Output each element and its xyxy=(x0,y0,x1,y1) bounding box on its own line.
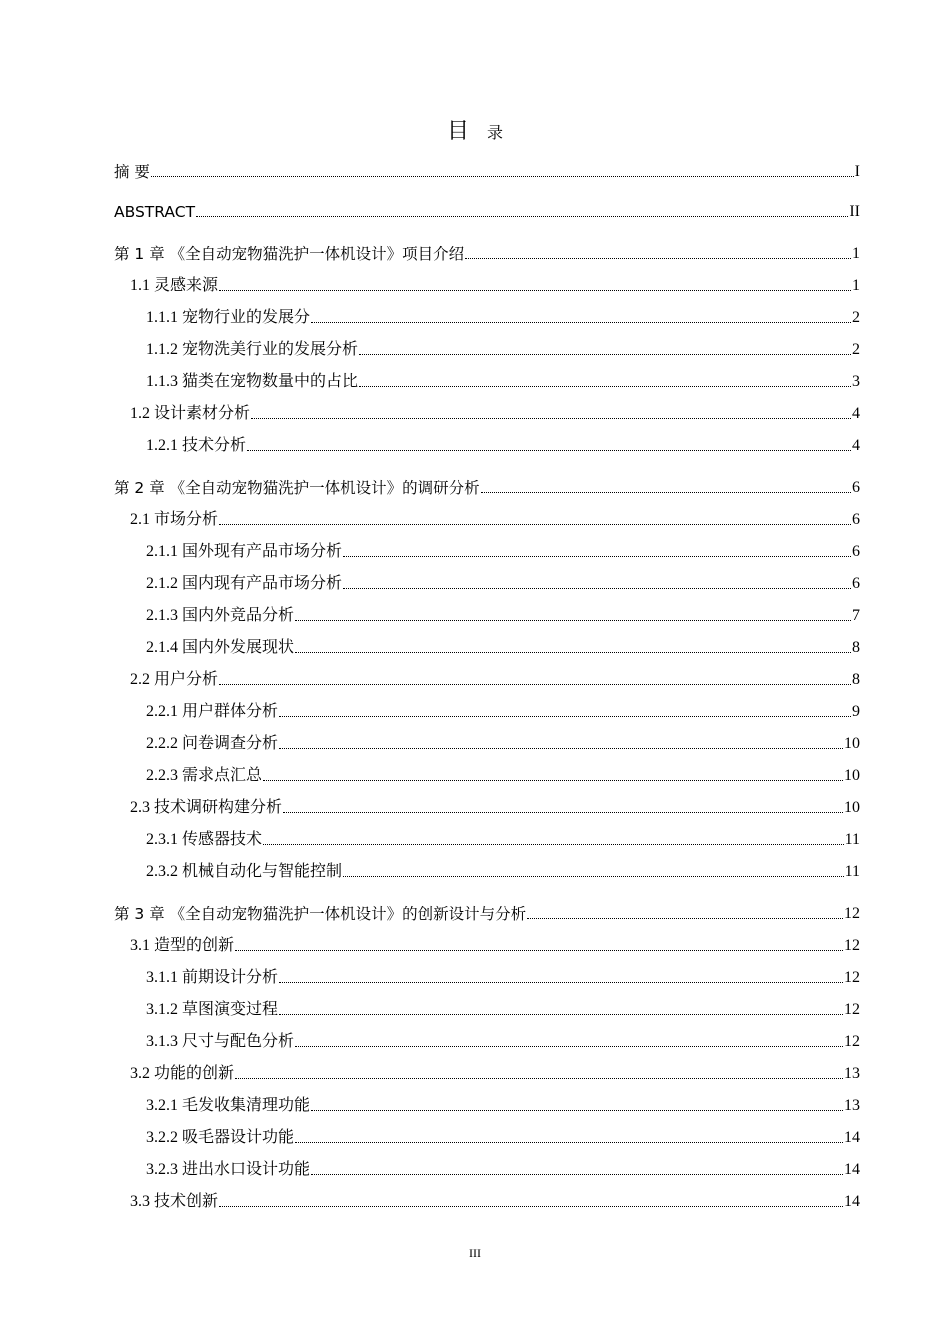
toc-dot-leader xyxy=(279,982,843,983)
toc-entry[interactable] xyxy=(130,506,860,530)
toc-dot-leader xyxy=(343,588,851,589)
toc-entry-page: 13 xyxy=(844,1097,860,1114)
toc-entry[interactable] xyxy=(130,400,860,424)
toc-entry-label: 3.1.1 前期设计分析 xyxy=(146,969,279,986)
toc-entry-page: II xyxy=(849,203,860,220)
toc-entry[interactable] xyxy=(146,634,860,658)
toc-entry[interactable] xyxy=(146,368,860,392)
toc-title-main: 目 xyxy=(446,119,469,144)
toc-entry[interactable] xyxy=(130,932,860,956)
toc-entry-label: 1.1.2 宠物洗美行业的发展分析 xyxy=(146,341,359,358)
toc-entry-page: 11 xyxy=(844,863,860,880)
toc-entry-label: 1.2.1 技术分析 xyxy=(146,437,247,454)
toc-entry-page: 6 xyxy=(852,479,860,496)
toc-entry-page: 8 xyxy=(852,639,860,656)
toc-entry[interactable] xyxy=(114,240,860,264)
toc-entry-page: 4 xyxy=(852,405,860,422)
toc-entry[interactable] xyxy=(146,538,860,562)
toc-entry[interactable] xyxy=(146,304,860,328)
toc-entry-label: 2.1.3 国内外竞品分析 xyxy=(146,607,295,624)
toc-dot-leader xyxy=(219,684,851,685)
toc-entry-label: 2.3 技术调研构建分析 xyxy=(130,799,283,816)
toc-entry[interactable] xyxy=(146,570,860,594)
toc-dot-leader xyxy=(311,1110,843,1111)
toc-entry-label: 2.1 市场分析 xyxy=(130,511,219,528)
toc-dot-leader xyxy=(295,1046,843,1047)
toc-entry-page: 4 xyxy=(852,437,860,454)
toc-title xyxy=(0,114,950,145)
toc-entry[interactable] xyxy=(146,698,860,722)
toc-dot-leader xyxy=(219,524,851,525)
toc-dot-leader xyxy=(279,1014,843,1015)
toc-dot-leader xyxy=(247,450,851,451)
toc-dot-leader xyxy=(295,620,851,621)
toc-entry-label: 3.2 功能的创新 xyxy=(130,1065,235,1082)
toc-entry-label: 2.1.2 国内现有产品市场分析 xyxy=(146,575,343,592)
toc-entry[interactable] xyxy=(146,858,860,882)
toc-entry[interactable] xyxy=(146,964,860,988)
toc-entry-page: 12 xyxy=(844,937,860,954)
toc-entry-page: 14 xyxy=(844,1129,860,1146)
toc-entry-page: 3 xyxy=(852,373,860,390)
toc-entry-page: 10 xyxy=(844,767,860,784)
toc-entry-page: 1 xyxy=(852,277,860,294)
toc-entry[interactable] xyxy=(146,1156,860,1180)
toc-entry[interactable] xyxy=(130,794,860,818)
toc-entry[interactable] xyxy=(130,272,860,296)
toc-entry-label: 2.2 用户分析 xyxy=(130,671,219,688)
toc-entry-label: 3.3 技术创新 xyxy=(130,1193,219,1210)
toc-dot-leader xyxy=(527,918,843,919)
toc-dot-leader xyxy=(311,322,851,323)
toc-entry[interactable] xyxy=(146,336,860,360)
toc-entry-label: 2.3.1 传感器技术 xyxy=(146,831,263,848)
toc-entry-label: 1.1.1 宠物行业的发展分 xyxy=(146,309,311,326)
toc-entry-page: 7 xyxy=(852,607,860,624)
toc-dot-leader xyxy=(151,176,854,177)
toc-entry-label: 第 3 章 《全自动宠物猫洗护一体机设计》的创新设计与分析 xyxy=(114,905,527,923)
toc-entry-label: 3.2.2 吸毛器设计功能 xyxy=(146,1129,295,1146)
toc-dot-leader xyxy=(279,748,843,749)
toc-dot-leader xyxy=(311,1174,843,1175)
toc-entry-page: 13 xyxy=(844,1065,860,1082)
toc-entry-page: 6 xyxy=(852,543,860,560)
toc-entry[interactable] xyxy=(130,1188,860,1212)
toc-entry-page: 6 xyxy=(852,575,860,592)
toc-entry[interactable] xyxy=(114,158,860,182)
toc-entry-label: 摘 要 xyxy=(114,163,150,181)
toc-dot-leader xyxy=(235,950,843,951)
toc-entry[interactable] xyxy=(130,1060,860,1084)
toc-entry-page: 11 xyxy=(844,831,860,848)
toc-entry[interactable] xyxy=(146,996,860,1020)
toc-entry-page: 12 xyxy=(844,1033,860,1050)
toc-dot-leader xyxy=(263,780,843,781)
toc-dot-leader xyxy=(251,418,851,419)
toc-entry-label: 3.1 造型的创新 xyxy=(130,937,235,954)
toc-dot-leader xyxy=(343,556,851,557)
toc-entry-label: ABSTRACT xyxy=(114,203,196,221)
toc-entry-label: 第 1 章 《全自动宠物猫洗护一体机设计》项目介绍 xyxy=(114,245,465,263)
toc-dot-leader xyxy=(481,492,851,493)
toc-entry-label: 3.2.3 进出水口设计功能 xyxy=(146,1161,311,1178)
toc-dot-leader xyxy=(359,354,851,355)
toc-entry-label: 2.1.4 国内外发展现状 xyxy=(146,639,295,656)
toc-dot-leader xyxy=(235,1078,843,1079)
toc-dot-leader xyxy=(196,216,848,217)
toc-entry-label: 3.1.3 尺寸与配色分析 xyxy=(146,1033,295,1050)
toc-entry-label: 3.2.1 毛发收集清理功能 xyxy=(146,1097,311,1114)
toc-entry[interactable] xyxy=(146,1124,860,1148)
toc-entry-page: 12 xyxy=(844,969,860,986)
toc-dot-leader xyxy=(359,386,851,387)
toc-entry-label: 1.1 灵感来源 xyxy=(130,277,219,294)
toc-entry-page: 2 xyxy=(852,309,860,326)
toc-entry-label: 2.3.2 机械自动化与智能控制 xyxy=(146,863,343,880)
toc-entry-page: 1 xyxy=(852,245,860,262)
toc-dot-leader xyxy=(295,1142,843,1143)
toc-entry-label: 2.2.1 用户群体分析 xyxy=(146,703,279,720)
toc-entry-page: 10 xyxy=(844,799,860,816)
toc-entry-page: 2 xyxy=(852,341,860,358)
page-number: III xyxy=(469,1246,481,1260)
toc-entry[interactable] xyxy=(114,198,860,222)
toc-entry-page: 6 xyxy=(852,511,860,528)
toc-entry[interactable] xyxy=(146,730,860,754)
toc-entry[interactable] xyxy=(146,1028,860,1052)
toc-entry-label: 2.2.3 需求点汇总 xyxy=(146,767,263,784)
toc-dot-leader xyxy=(465,258,851,259)
toc-entry[interactable] xyxy=(114,474,860,498)
toc-entry-page: 12 xyxy=(844,905,860,922)
toc-entry-label: 2.1.1 国外现有产品市场分析 xyxy=(146,543,343,560)
toc-entry[interactable] xyxy=(146,762,860,786)
toc-entry-label: 1.1.3 猫类在宠物数量中的占比 xyxy=(146,373,359,390)
toc-dot-leader xyxy=(263,844,844,845)
toc-dot-leader xyxy=(219,1206,843,1207)
toc-entry-page: 10 xyxy=(844,735,860,752)
toc-entry[interactable] xyxy=(114,900,860,924)
toc-dot-leader xyxy=(219,290,851,291)
toc-title-sub: 录 xyxy=(487,123,504,142)
toc-dot-leader xyxy=(295,652,851,653)
toc-entry-label: 第 2 章 《全自动宠物猫洗护一体机设计》的调研分析 xyxy=(114,479,480,497)
toc-entry[interactable] xyxy=(130,666,860,690)
toc-entry[interactable] xyxy=(146,432,860,456)
toc-entry[interactable] xyxy=(146,826,860,850)
toc-entry-label: 1.2 设计素材分析 xyxy=(130,405,251,422)
toc-entry-page: 12 xyxy=(844,1001,860,1018)
toc-entry-label: 3.1.2 草图演变过程 xyxy=(146,1001,279,1018)
toc-entry-page: I xyxy=(854,163,860,180)
toc-entry-label: 2.2.2 问卷调查分析 xyxy=(146,735,279,752)
toc-entry-page: 14 xyxy=(844,1193,860,1210)
toc-entry-page: 9 xyxy=(852,703,860,720)
toc-entry-page: 14 xyxy=(844,1161,860,1178)
toc-entry[interactable] xyxy=(146,602,860,626)
toc-dot-leader xyxy=(279,716,851,717)
toc-dot-leader xyxy=(343,876,844,877)
toc-entry-page: 8 xyxy=(852,671,860,688)
toc-dot-leader xyxy=(283,812,843,813)
toc-entry[interactable] xyxy=(146,1092,860,1116)
